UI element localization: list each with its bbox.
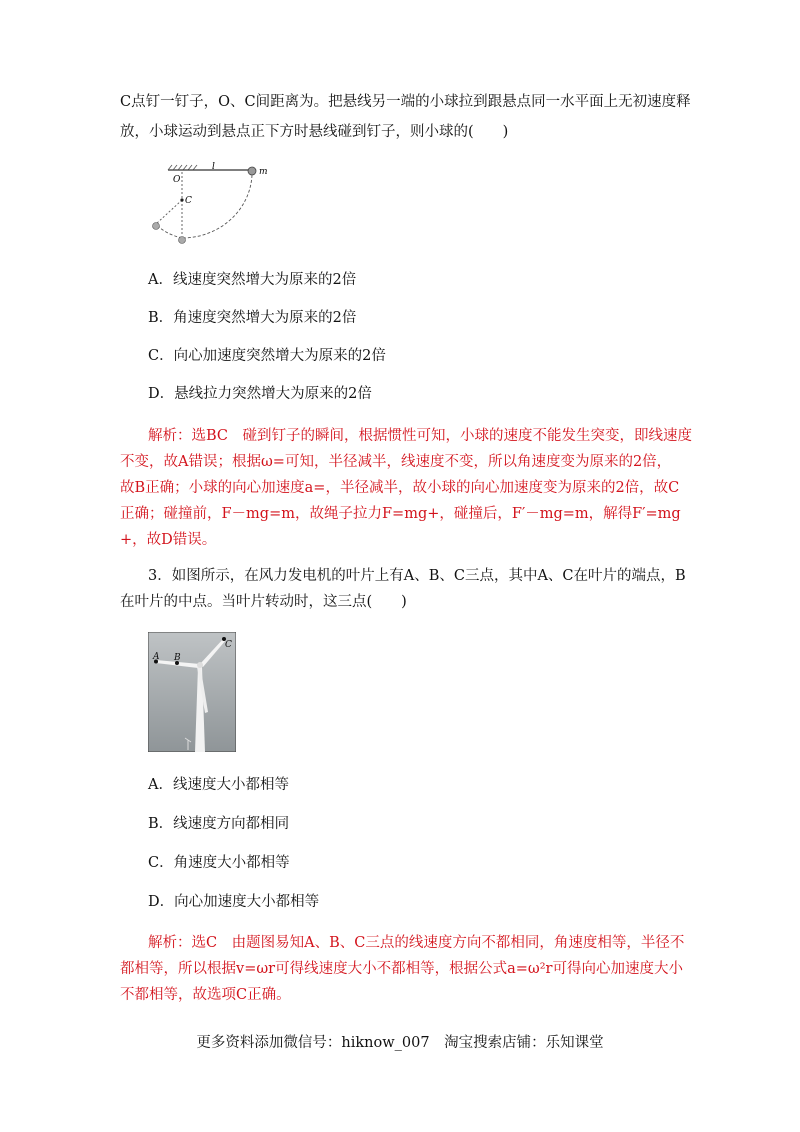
q3-option-d: D．向心加速度大小都相等 <box>148 894 320 910</box>
q3-option-c: C．角速度大小都相等 <box>148 855 290 871</box>
q2-analysis-line-3: 故B正确；小球的向心加速度a=，半径减半，故小球的向心加速度变为原来的2倍，故C <box>120 480 680 496</box>
q2-stem-line-1: C点钉一钉子，O、C间距离为。把悬线另一端的小球拉到跟悬点同一水平面上无初速度释 <box>120 94 691 110</box>
q3-analysis-line-1: 解析：选C 由题图易知A、B、C三点的线速度方向不都相同，角速度相等，半径不 <box>148 935 685 951</box>
q3-analysis-line-3: 不都相等，故选项C正确。 <box>120 987 291 1003</box>
q2-stem-line-2: 放，小球运动到悬点正下方时悬线碰到钉子，则小球的( ) <box>120 124 509 140</box>
label-c: C <box>225 640 232 650</box>
pendulum-figure <box>140 160 280 252</box>
q3-stem-line-2: 在叶片的中点。当叶片转动时，这三点( ) <box>120 594 407 610</box>
q2-option-d: D．悬线拉力突然增大为原来的2倍 <box>148 386 372 402</box>
q3-option-b: B．线速度方向都相同 <box>148 816 290 832</box>
label-m: m <box>259 167 268 177</box>
nail-point <box>180 198 183 201</box>
q2-option-c: C．向心加速度突然增大为原来的2倍 <box>148 348 386 364</box>
label-b: B <box>174 653 181 663</box>
label-l: l <box>212 162 215 172</box>
q2-analysis-line-4: 正确；碰撞前，F－mg=m，故绳子拉力F=mg+，碰撞后，F′－mg=m，解得F′=mg <box>120 506 681 522</box>
q2-analysis-line-5: +，故D错误。 <box>120 532 217 548</box>
wind-turbine-figure <box>148 632 236 752</box>
page-footer: 更多资料添加微信号：hiknow_007 淘宝搜索店铺：乐知课堂 <box>196 1035 604 1051</box>
q3-analysis-line-2: 都相等，所以根据v=ωr可得线速度大小不都相等，根据公式a=ω²r可得向心加速度大小 <box>120 961 683 977</box>
label-c: C <box>185 196 192 206</box>
q3-option-a: A．线速度大小都相等 <box>148 777 289 793</box>
q3-stem-line-1: 3．如图所示，在风力发电机的叶片上有A、B、C三点，其中A、C在叶片的端点，B <box>148 568 686 584</box>
q2-analysis-line-2: 不变，故A错误；根据ω=可知，半径减半，线速度不变，所以角速度变为原来的2倍， <box>120 454 672 470</box>
q2-analysis-line-1: 解析：选BC 碰到钉子的瞬间，根据惯性可知，小球的速度不能发生突变，即线速度 <box>148 428 693 444</box>
label-a: A <box>153 652 160 662</box>
label-o: O <box>173 175 181 185</box>
q2-option-b: B．角速度突然增大为原来的2倍 <box>148 310 357 326</box>
ball-m <box>248 167 256 175</box>
q2-option-a: A．线速度突然增大为原来的2倍 <box>148 272 357 288</box>
